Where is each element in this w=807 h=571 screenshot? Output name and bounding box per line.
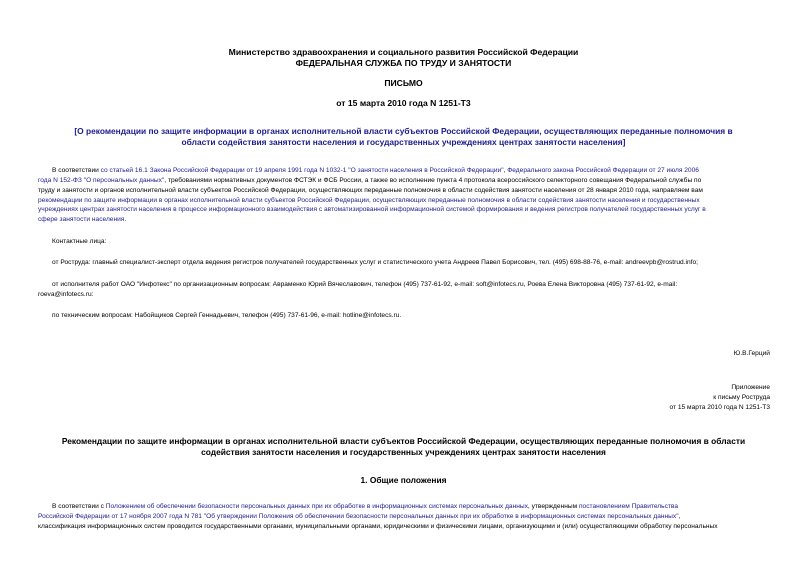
contact-infotecs-line-2: roeva@infotecs.ru:: [38, 291, 94, 298]
signature: Ю.В.Герций: [733, 350, 770, 357]
p1-line-2: [38, 176, 768, 185]
p1-text-b: ,: [503, 167, 508, 174]
p1-end: .: [124, 216, 127, 223]
subject-o: О: [77, 126, 86, 136]
law-152-link[interactable]: Федерального закона Российской Федерации от 27 июля 2006: [507, 167, 699, 174]
recommendations-link-3[interactable]: сфере занятости населения: [38, 216, 125, 223]
contacts-label: Контактные лица:: [52, 238, 107, 245]
regulation-link[interactable]: Положением об обеспечении безопасности персональных данных при их обработке в информационных системах персональных данных: [105, 503, 528, 510]
law-152-link-cont[interactable]: года N 152-ФЗ "О персональных данных": [38, 177, 165, 184]
resolution-781-link[interactable]: Российской Федерации от 17 ноября 2007 года N 781 "Об утверждении Положения об обеспечении безопасности персональных данных при их обработке в информационных системах персональных данных": [38, 513, 679, 520]
resolution-link[interactable]: постановлением Правительства: [578, 503, 678, 510]
subject-close-bracket: ]: [622, 137, 626, 147]
law-1032-link[interactable]: со статьей 16.1 Закона Российской Федерации от 19 апреля 1991 года N 1032-1 "О занятости населения в Российской Федерации": [100, 167, 504, 174]
doc-date: от 15 марта 2010 года N 1251-Т3: [336, 98, 471, 108]
subject-open-bracket: [: [74, 126, 78, 136]
service-name: ФЕДЕРАЛЬНАЯ СЛУЖБА ПО ТРУДУ И ЗАНЯТОСТИ: [295, 58, 512, 68]
recommendations-title-line-2: содействия занятости населения и государственных учреждениях центрах занятости населения: [201, 447, 606, 457]
p1-line-2-text: , требованиями нормативных документов ФСТЭК и ФСБ России, а также во исполнение пункта 4 протокола всероссийского селекторного совещания Федеральной службы по: [164, 177, 702, 184]
s1-text-a: В соответствии с: [52, 503, 106, 510]
s1-line-3: классификация информационных систем проводится государственными органами, муниципальными органами, юридическими и физическими лицами, организующими и (или) осуществляющими обработку персональных: [38, 523, 718, 530]
ministry-name: Министерство здравоохранения и социального развития Российской Федерации: [228, 47, 579, 57]
subject-line-2: [0, 137, 807, 148]
appendix-line-3: от 15 марта 2010 года N 1251-Т3: [669, 404, 770, 411]
subject-line-1: [0, 126, 807, 137]
s1-line-2: [38, 512, 768, 521]
contact-infotecs-line-1: от исполнителя работ ОАО "Инфотекс" по организационным вопросам: Авраменко Юрий Вячеславович, телефон (495) 737-61-92, e-mail: soft@infotecs.ru, Роева Елена Викторовна (495) 737-61-92, e-mail:: [52, 281, 678, 288]
s1-line-1: [52, 502, 768, 511]
subject-link-2[interactable]: области содействия занятости населения и государственных учреждениях центрах занятости населения: [181, 137, 623, 147]
recommendations-title-line-1: Рекомендации по защите информации в органах исполнительной власти субъектов Российской Федерации, осуществляющих переданные полномочия в области: [61, 436, 746, 446]
recommendations-link-2[interactable]: учреждениях центрах занятости населения в процессе информационного взаимодействия с автоматизированной информационной системой формирования и ведения регистров получателей государственных услуг в: [38, 206, 706, 213]
s1-line-2-end: ,: [678, 513, 681, 520]
appendix-line-2: к письму Роструда: [713, 394, 770, 401]
doc-type: ПИСЬМО: [384, 78, 423, 88]
p1-text-a: В соответствии: [52, 167, 101, 174]
contact-rostrud: от Роструда: главный специалист-эксперт отдела ведения регистров получателей государственных услуг и статистического учета Андреев Павел Борисович, тел. (495) 698-88-76, e-mail: andreevpb@rostrud.info;: [52, 259, 698, 266]
p1-line-3: труду и занятости и органов исполнительной власти субъектов Российской Федерации, осуществляющих переданные полномочия в области содействия занятости населения от 28 января 2010 года, направляем вам: [38, 187, 703, 194]
contact-technical: по техническим вопросам: Набойщиков Сергей Геннадьевич, телефон (495) 737-61-96, e-mail: hotline@infotecs.ru.: [52, 312, 402, 319]
appendix-line-1: Приложение: [731, 384, 770, 391]
subject-link-1[interactable]: рекомендации по защите информации в органах исполнительной власти субъектов Российской Федерации, осуществляющих переданные полномочия в: [85, 126, 733, 136]
section-1-title: 1. Общие положения: [360, 475, 447, 485]
p1-line-6: [38, 215, 768, 224]
s1-text-b: , утвержденным: [527, 503, 579, 510]
recommendations-link-1[interactable]: рекомендации по защите информации в органах исполнительной власти субъектов Российской Федерации, осуществляющих переданные полномочия в области содействия занятости населения и государственных: [38, 197, 700, 204]
p1-line-1: [52, 166, 766, 175]
